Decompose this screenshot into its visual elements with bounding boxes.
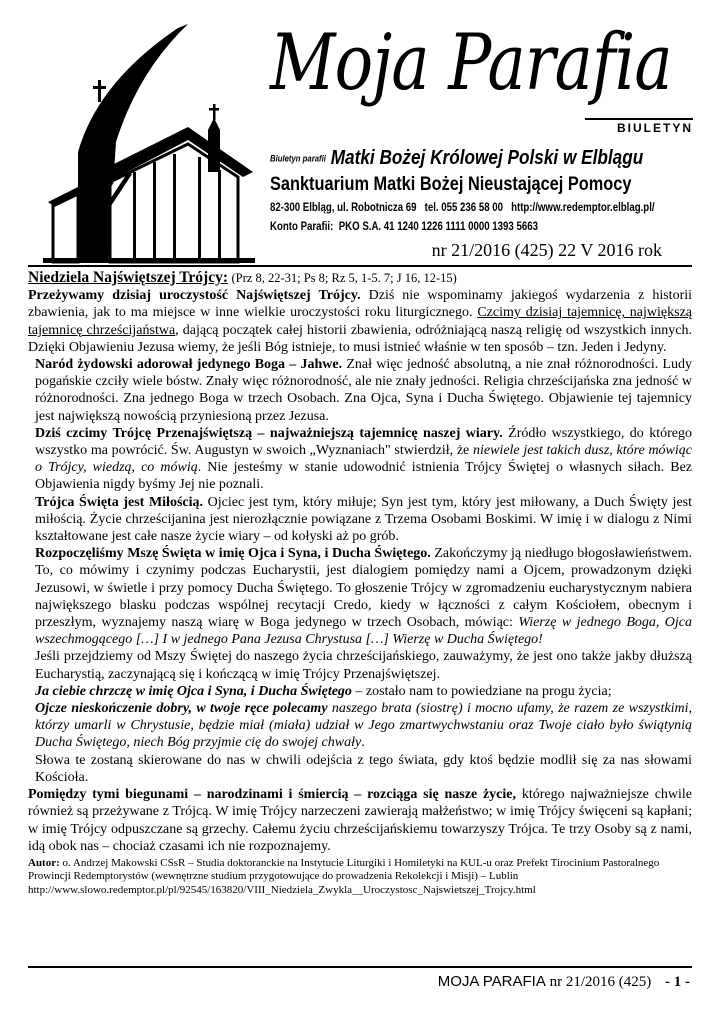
- address: 82-300 Elbląg, ul. Robotnicza 69: [270, 202, 417, 214]
- footer-divider: [28, 966, 692, 968]
- paragraph-2: Naród żydowski adorował jedynego Boga – Jahwe. Znał więc jedność absolutną, a nie znał różnorodności. Ludy pogańskie czciły wiele bóstw. Znały więc różnorodność, ale nie znały jedności. Religia chrześcijańska zna jedność w różnorodności. Zna jednego Boga w trzech Osobach. Zna Ojca, Syna i Ducha Świętego. Objawienie tej tajemnicy jest największą nowością przyniesioną przez Jezusa.: [35, 357, 692, 424]
- page-number: - 1 -: [665, 974, 690, 990]
- parish-prefix: Biuletyn parafii: [270, 153, 326, 164]
- author-label: Autor:: [28, 856, 60, 869]
- account-label: Konto Parafii:: [270, 221, 334, 233]
- header-divider: [28, 265, 692, 267]
- issue-info: nr 21/2016 (425) 22 V 2016 rok: [431, 240, 662, 260]
- article-body: [28, 269, 692, 897]
- account-number: PKO S.A. 41 1240 1226 1111 0000 1393 5663: [338, 221, 538, 233]
- footer-brand: MOJA PARAFIA: [437, 973, 546, 990]
- author-text: o. Andrzej Makowski CSsR – Studia doktoranckie na Instytucie Liturgiki i Homiletyki na KUL-u oraz Prefekt Tirocinium Pastoralnego Prowincji Redemptorystów (wewnętrzne studium przygotowujące do prowadzenia Rekolekcji i Misji) – Lublin http://www.slowo.redemptor.pl/pl/92545/163820/VIII_Niedziela_Zwykla__Uroczystosc_Najswietszej_Trojcy.html: [28, 856, 660, 896]
- church-logo-icon: [38, 22, 260, 264]
- scripture-refs: (Prz 8, 22-31; Ps 8; Rz 5, 1-5. 7; J 16, 12-15): [231, 271, 457, 285]
- parish-name: Matki Bożej Królowej Polski w Elblągu: [330, 147, 644, 169]
- sanctuary-name: Sanktuarium Matki Bożej Nieustającej Pomocy: [270, 174, 632, 195]
- paragraph-10: Pomiędzy tymi biegunami – narodzinami i śmiercią – rozciąga się nasze życie, którego najważniejsze chwile również są przeżywane z Trójcą. W imię Trójcy narzeczeni zawierają małżeństwo; w imię Trójcy święceni są kapłani; w imię Trójcy odpuszczane są grzechy. Całemu życiu chrześcijańskiemu towarzyszy Trójca. Te trzy Osoby są z nami, idą obok nas – chociaż czasami ich nie rozpoznajemy.: [28, 787, 693, 854]
- article-title: Niedziela Najświętszej Trójcy:: [28, 269, 228, 286]
- paragraph-4: Trójca Święta jest Miłością. Ojciec jest tym, który miłuje; Syn jest tym, który jest miłowany, a Duch Święty jest miłością. Życie chrześcijanina jest nierozłącznie powiązane z Trzema Osobami Boskimi. W imię i w dialogu z Nimi kształtowane jest całe nasze życie wiary – od kołyski aż po grób.: [35, 494, 692, 545]
- account-line: [270, 221, 538, 233]
- paragraph-7: Ja ciebie chrzczę w imię Ojca i Syna, i Ducha Świętego – zostało nam to powiedziane na progu życia;: [35, 683, 612, 699]
- phone: tel. 055 236 58 00: [424, 202, 504, 214]
- footer-issue: nr 21/2016 (425): [549, 974, 652, 990]
- paragraph-8: Ojcze nieskończenie dobry, w twoje ręce polecamy naszego brata (siostrę) i mocno ufamy, że razem ze wszystkimi, którzy umarli w Chrystusie, będzie miał (miała) udział w Jego zmartwychwstaniu oraz Twoje ciało było świątynią Ducha Świętego, niech Bóg przyjmie cię do swojej chwały.: [35, 701, 692, 751]
- paragraph-3: Dziś czcimy Trójcę Przenajświętszą – najważniejszą tajemnicę naszej wiary. Źródło wszystkiego, do którego wszystko ma powrócić. Św. Augustyn w swoich „Wyznaniach" stwierdził, że niewiele jest takich dusz, które mówiąc o Trójcy, wiedzą, co mówią. Nie jesteśmy w stanie udowodnić istnienia Trójcy Świętej o własnych siłach. Bez Objawienia nigdy byśmy Jej nie poznali.: [35, 425, 693, 493]
- article-heading: [28, 269, 692, 287]
- paragraph-5: Rozpoczęliśmy Mszę Święta w imię Ojca i Syna, i Ducha Świętego. Zakończymy ją niedługo błogosławieństwem. To, co mówimy i czynimy podczas Eucharystii, jest dialogiem pomiędzy nami a Ojcem, prowadzonym dzięki Jezusowi, w świetle i przy pomocy Ducha Świętego. To głoszenie Trójcy w zgromadzeniu eucharystycznym nabiera największego blasku podczas wspólnej recytacji Credo, kiedy w łączności z całym Kościołem, obecnym i przeszłym, wyznajemy naszą wiarę w Boga jedynego w trzech Osobach, mówiąc: Wierzę w jednego Boga, Ojca wszechmogącego […] I w jednego Pana Jezusa Chrystusa […] Wierzę w Ducha Świętego!: [35, 546, 693, 648]
- page-footer: [438, 973, 690, 991]
- paragraph-1: Przeżywamy dzisiaj uroczystość Najświętszej Trójcy. Dziś nie wspominamy jakiegoś wydarzenia z historii zbawienia, jak to ma miejsce w inne wielkie uroczystości roku liturgicznego. Czcimy dzisiaj tajemnicę, największą tajemnicę chrześcijaństwa, dającą początek całej historii zbawienia, odróżniającą naszą religię od wszystkich innych. Dzięki Objawieniu Jezusa wiemy, że jeśli Bóg istnieje, to musi istnieć właśnie w ten sposób – tzn. Jeden i Jedyny.: [28, 288, 693, 355]
- author-note: [28, 857, 692, 897]
- masthead-title: Moja Parafia: [270, 18, 672, 108]
- paragraph-6: Jeśli przejdziemy od Mszy Świętej do naszego życia chrześcijańskiego, zauważymy, że jest ono także jakby dłuższą Eucharystią, zaczynającą się i kończącą w imię Trójcy Przenajświętszej.: [35, 649, 692, 682]
- contact-line: [270, 202, 655, 214]
- masthead-subtitle: BIULETYN: [585, 118, 693, 135]
- paragraph-9: Słowa te zostaną skierowane do nas w chwili odejścia z tego świata, gdy ktoś będzie modlił się za nas słowami Kościoła.: [35, 752, 692, 785]
- parish-name-line: [270, 147, 643, 170]
- website-link[interactable]: http://www.redemptor.elblag.pl/: [511, 202, 655, 214]
